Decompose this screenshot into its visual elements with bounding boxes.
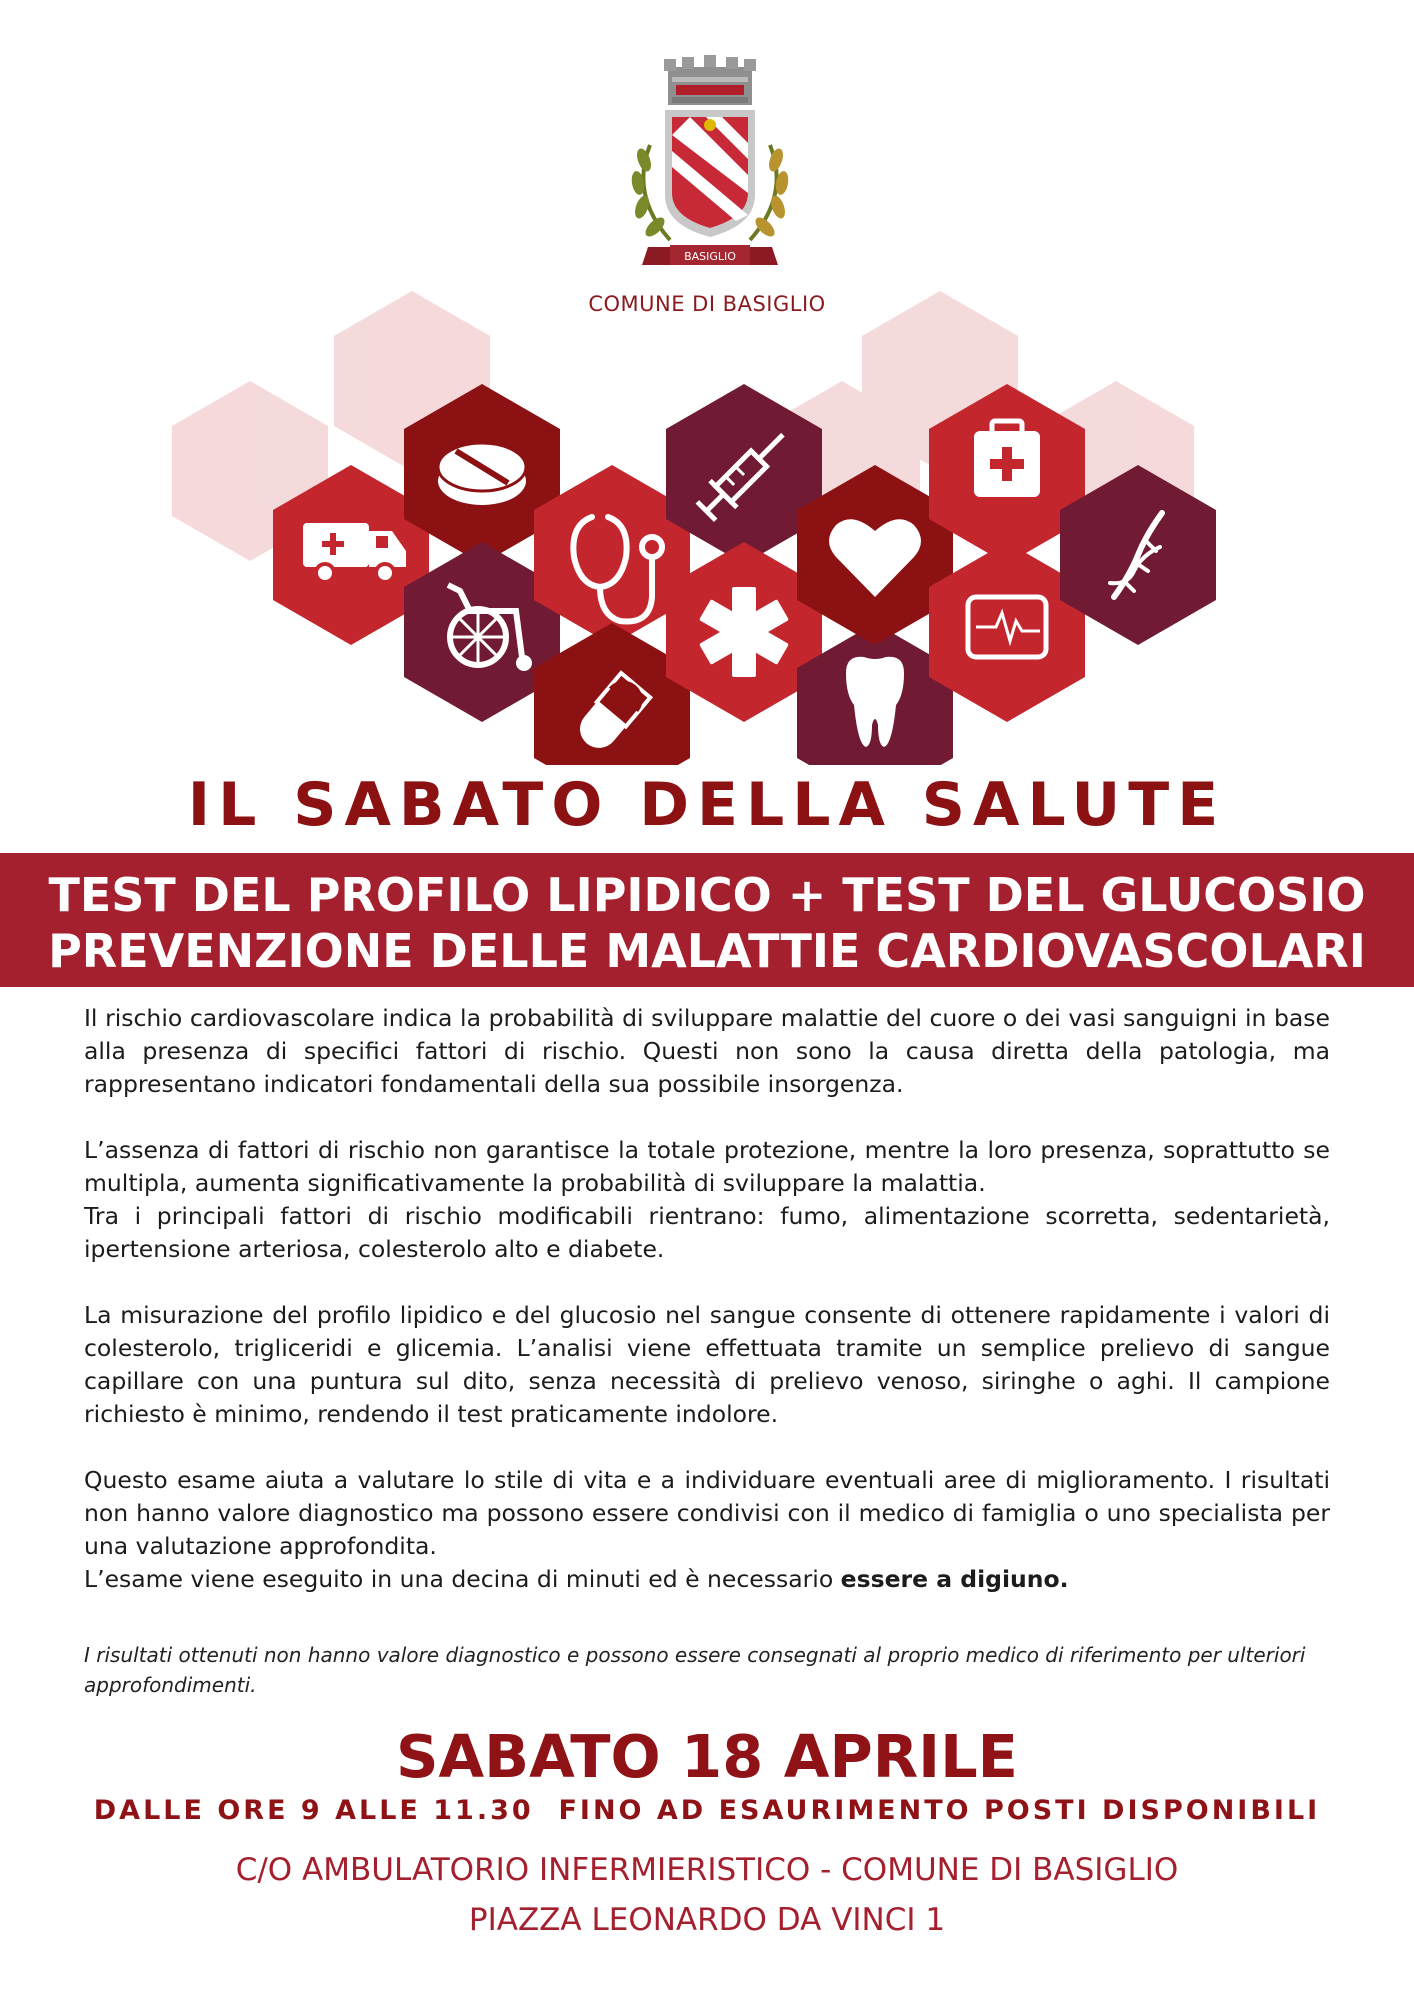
health-icon-cluster xyxy=(0,285,1414,765)
body-paragraph xyxy=(84,1563,1330,1596)
disclaimer-note: I risultati ottenuti non hanno valore diagnostico e possono essere consegnati al proprio medico di riferimento per ulteriori approfondimenti. xyxy=(84,1643,1306,1697)
shield xyxy=(665,110,755,237)
body-text-fasting-intro: L’esame viene eseguito in una decina di minuti ed è necessario xyxy=(84,1565,841,1593)
first-aid-kit-icon xyxy=(974,421,1040,497)
pill-icon xyxy=(438,443,526,505)
fasting-requirement: essere a digiuno. xyxy=(840,1565,1069,1593)
event-hours: DALLE ORE 9 ALLE 11.30 FINO AD ESAURIMENTO POSTI DISPONIBILI xyxy=(93,1795,1321,1826)
crest-label: BASIGLIO xyxy=(684,250,736,263)
body-paragraph: Questo esame aiuta a valutare lo stile di vita e a individuare eventuali aree di miglioramento. I risultati non hanno valore diagnostico ma possono essere condivisi con il medico di famiglia o uno specialista per una valutazione approfondita. xyxy=(84,1466,1330,1560)
crown xyxy=(664,55,756,105)
title-band xyxy=(0,853,1414,987)
municipality-name: COMUNE DI BASIGLIO xyxy=(588,292,826,316)
body-paragraph: La misurazione del profilo lipidico e del glucosio nel sangue consente di ottenere rapidamente i valori di colesterolo, trigliceridi e glicemia. L’analisi viene effettuata tramite un semplice prelievo di sangue capillare con una puntura sul dito, senza necessità di prelievo venoso, siringhe o aghi. Il campione richiesto è minimo, rendendo il test praticamente indolore. xyxy=(84,1301,1330,1428)
body-paragraph: Il rischio cardiovascolare indica la probabilità di sviluppare malattie del cuore o dei vasi sanguigni in base alla presenza di specifici fattori di rischio. Questi non sono la causa diretta della patologia, ma rappresentano indicatori fondamentali della sua possibile insorgenza. xyxy=(84,1004,1330,1098)
band-line-2: PREVENZIONE DELLE MALATTIE CARDIOVASCOLARI xyxy=(48,924,1366,978)
event-date: SABATO 18 APRILE xyxy=(396,1722,1018,1791)
body-text xyxy=(84,1002,1330,1596)
body-paragraph: Tra i principali fattori di rischio modificabili rientrano: fumo, alimentazione scorretta, sedentarietà, ipertensione arteriosa, colesterolo alto e diabete. xyxy=(84,1202,1330,1263)
event-title: IL SABATO DELLA SALUTE xyxy=(187,770,1227,840)
municipal-crest xyxy=(610,55,810,280)
body-paragraph: L’assenza di fattori di rischio non garantisce la totale protezione, mentre la loro presenza, soprattutto se multipla, aumenta significativamente la probabilità di sviluppare la malattia. xyxy=(84,1136,1330,1197)
event-location: C/O AMBULATORIO INFERMIERISTICO - COMUNE DI BASIGLIO xyxy=(235,1852,1179,1888)
event-address: PIAZZA LEONARDO DA VINCI 1 xyxy=(468,1902,946,1938)
band-line-1: TEST DEL PROFILO LIPIDICO + TEST DEL GLUCOSIO xyxy=(48,868,1366,922)
